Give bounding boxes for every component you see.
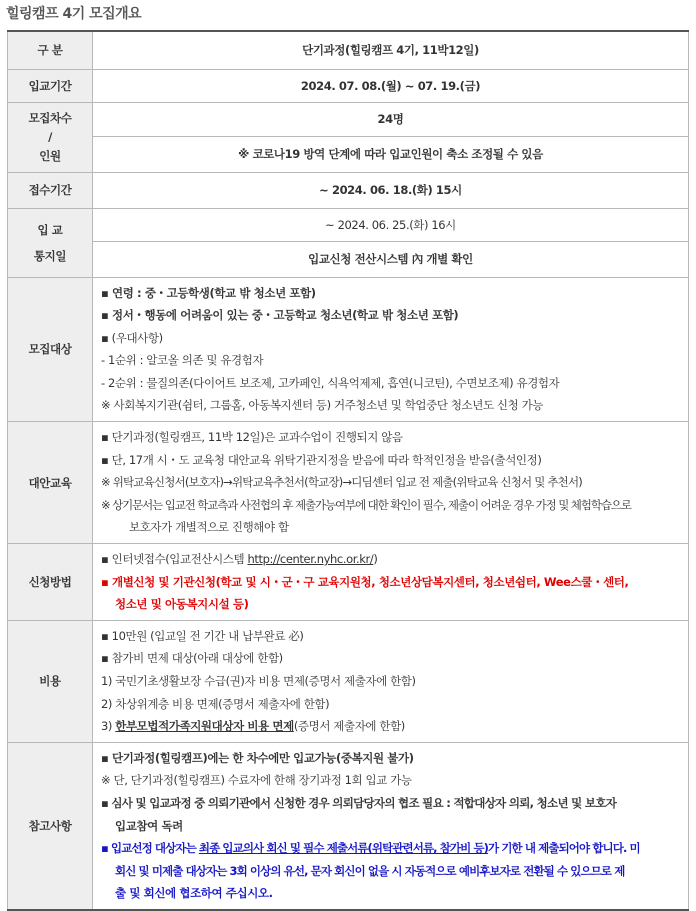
cost-line-5-prefix: 3) — [101, 719, 116, 734]
target-line-2: ▪ 정서・행동에 어려움이 있는 중・고등학교 청소년(학교 밖 청소년 포함) — [101, 308, 459, 323]
cost-line-5 — [101, 715, 680, 738]
notes-label: 참고사항 — [8, 742, 93, 910]
alt-edu-line-1: ▪ 단기과정(힐링캠프, 11박 12일)은 교과수업이 진행되지 않음 — [101, 430, 403, 445]
cost-line-2: ▪ 참가비 면제 대상(아래 대상에 한함) — [101, 651, 283, 666]
notify-method: 입교신청 전산시스템 內 개별 확인 — [93, 241, 689, 277]
notes-blue-mid: 가 기한 내 제출되어야 합니다. 미 — [488, 841, 640, 856]
row-cost — [8, 620, 689, 742]
cost-line-4: 2) 차상위계층 비용 면제(증명서 제출자에 한함) — [101, 696, 330, 711]
cost-line-3: 1) 국민기초생활보장 수급(권)자 비용 면제(증명서 제출자에 한함) — [101, 674, 416, 688]
alt-edu-line-2: ▪ 단, 17개 시・도 교육청 대안교육 위탁기관지정을 받음에 따라 학적인정을 받음(출석인정) — [101, 452, 542, 467]
row-recruit-count — [8, 102, 689, 136]
cost-content — [93, 620, 689, 742]
apply-line-3: 청소년 및 아동복지시설 등) — [115, 597, 249, 612]
alt-edu-line-4: ※ 상기문서는 입교전 학교측과 사전협의 후 제출가능여부에 대한 확인이 필수, 제출이 어려운 경우 가정 및 체험학습으로 — [101, 497, 631, 512]
target-content — [93, 277, 689, 422]
apply-content — [93, 544, 689, 621]
alt-edu-content — [93, 422, 689, 544]
row-period — [8, 69, 689, 102]
center-link[interactable]: http://center.nyhc.or.kr/ — [247, 552, 374, 567]
notes-line-3: ▪ 심사 및 입교과정 중 의뢰기관에서 신청한 경우 의뢰담당자의 협조 필요 : 적합대상자 의뢰, 청소년 및 보호자 — [101, 795, 617, 810]
notes-blue-line-1 — [101, 837, 680, 860]
target-line-6: ※ 사회복지기관(쉼터, 그룹홈, 아동복지센터 등) 거주청소년 및 학업중단 청소년도 신청 가능 — [101, 398, 543, 413]
recruit-overview-table — [7, 30, 689, 911]
apply-line-1 — [101, 548, 680, 571]
target-line-5: - 2순위 : 물질의존(다이어트 보조제, 고카페인, 식욕억제제, 흡연(니코틴), 수면보조제) 유경험자 — [101, 375, 560, 390]
alt-edu-line-5: 보호자가 개별적으로 진행해야 함 — [129, 520, 289, 535]
recruit-label — [8, 102, 93, 172]
table-header-row — [8, 31, 689, 69]
notify-date: ~ 2024. 06. 25.(화) 16시 — [93, 208, 689, 241]
recruit-count: 24명 — [93, 102, 689, 136]
alt-edu-label: 대안교육 — [8, 422, 93, 544]
recruit-label-bottom: 인원 — [39, 149, 61, 163]
apply-line-1-prefix: ▪ 인터넷접수(입교전산시스템 — [101, 552, 248, 567]
period-label: 입교기간 — [8, 69, 93, 102]
notify-label — [8, 208, 93, 277]
row-notify-date — [8, 208, 689, 241]
apply-line-1-suffix: ) — [373, 552, 378, 567]
cost-line-1: ▪ 10만원 (입교일 전 기간 내 납부완료 必) — [101, 628, 304, 643]
notes-blue-underlined: 최종 입교의사 회신 및 필수 제출서류(위탁관련서류, 참가비 등) — [198, 841, 489, 856]
page-title: 힐링캠프 4기 모집개요 — [6, 6, 142, 22]
header-label: 구 분 — [8, 31, 93, 69]
notes-line-2: ※ 단, 단기과정(힐링캠프) 수료자에 한해 장기과정 1회 입교 가능 — [101, 773, 412, 788]
target-line-1: ▪ 연령 : 중・고등학생(학교 밖 청소년 포함) — [101, 285, 316, 300]
cost-line-5-bold: 한부모법적가족지원대상자 비용 면제 — [115, 719, 294, 734]
target-line-3: ▪ (우대사항) — [101, 330, 163, 345]
notes-line-1: ▪ 단기과정(힐링캠프)에는 한 차수에만 입교가능(중복지원 불가) — [101, 750, 414, 765]
row-recruit-note — [8, 136, 689, 172]
recruit-label-top: 모집차수 — [28, 111, 72, 125]
target-line-4: - 1순위 : 알코올 의존 및 유경험자 — [101, 353, 264, 368]
row-apply — [8, 544, 689, 621]
row-notify-method — [8, 241, 689, 277]
cost-label: 비용 — [8, 620, 93, 742]
row-receipt — [8, 172, 689, 208]
notes-blue-line-2: 회신 및 미제출 대상자는 3회 이상의 유선, 문자 회신이 없을 시 자동적으로 예비후보자로 전환될 수 있으므로 제 — [115, 863, 625, 878]
notes-content — [93, 742, 689, 910]
apply-label: 신청방법 — [8, 544, 93, 621]
row-notes — [8, 742, 689, 910]
alt-edu-line-3: ※ 위탁교육신청서(보호자)→위탁교육추천서(학교장)→디딤센터 입교 전 제출(위탁교육 신청서 및 추천서) — [101, 475, 582, 490]
recruit-label-mid: / — [48, 130, 52, 144]
notify-label-bottom: 통지일 — [33, 248, 67, 263]
notes-blue-line-3: 출 및 회신에 협조하여 주십시오. — [115, 886, 273, 901]
header-value: 단기과정(힐링캠프 4기, 11박12일) — [93, 31, 689, 69]
cost-line-5-suffix: (증명서 제출자에 한함) — [293, 719, 405, 734]
notes-blue-prefix: ▪ 입교선정 대상자는 — [101, 841, 199, 856]
apply-line-2: ▪ 개별신청 및 기관신청(학교 및 시・군・구 교육지원청, 청소년상담복지센터, 청소년쉼터, Wee스쿨・센터, — [101, 574, 629, 589]
receipt-label: 접수기간 — [8, 172, 93, 208]
row-target — [8, 277, 689, 422]
notes-line-4: 입교참여 독려 — [115, 818, 183, 833]
period-value: 2024. 07. 08.(월) ~ 07. 19.(금) — [93, 69, 689, 102]
target-label: 모집대상 — [8, 277, 93, 422]
receipt-value: ~ 2024. 06. 18.(화) 15시 — [93, 172, 689, 208]
row-alt-edu — [8, 422, 689, 544]
notify-label-top: 입 교 — [37, 222, 63, 237]
recruit-note: ※ 코로나19 방역 단계에 따라 입교인원이 축소 조정될 수 있음 — [93, 136, 689, 172]
